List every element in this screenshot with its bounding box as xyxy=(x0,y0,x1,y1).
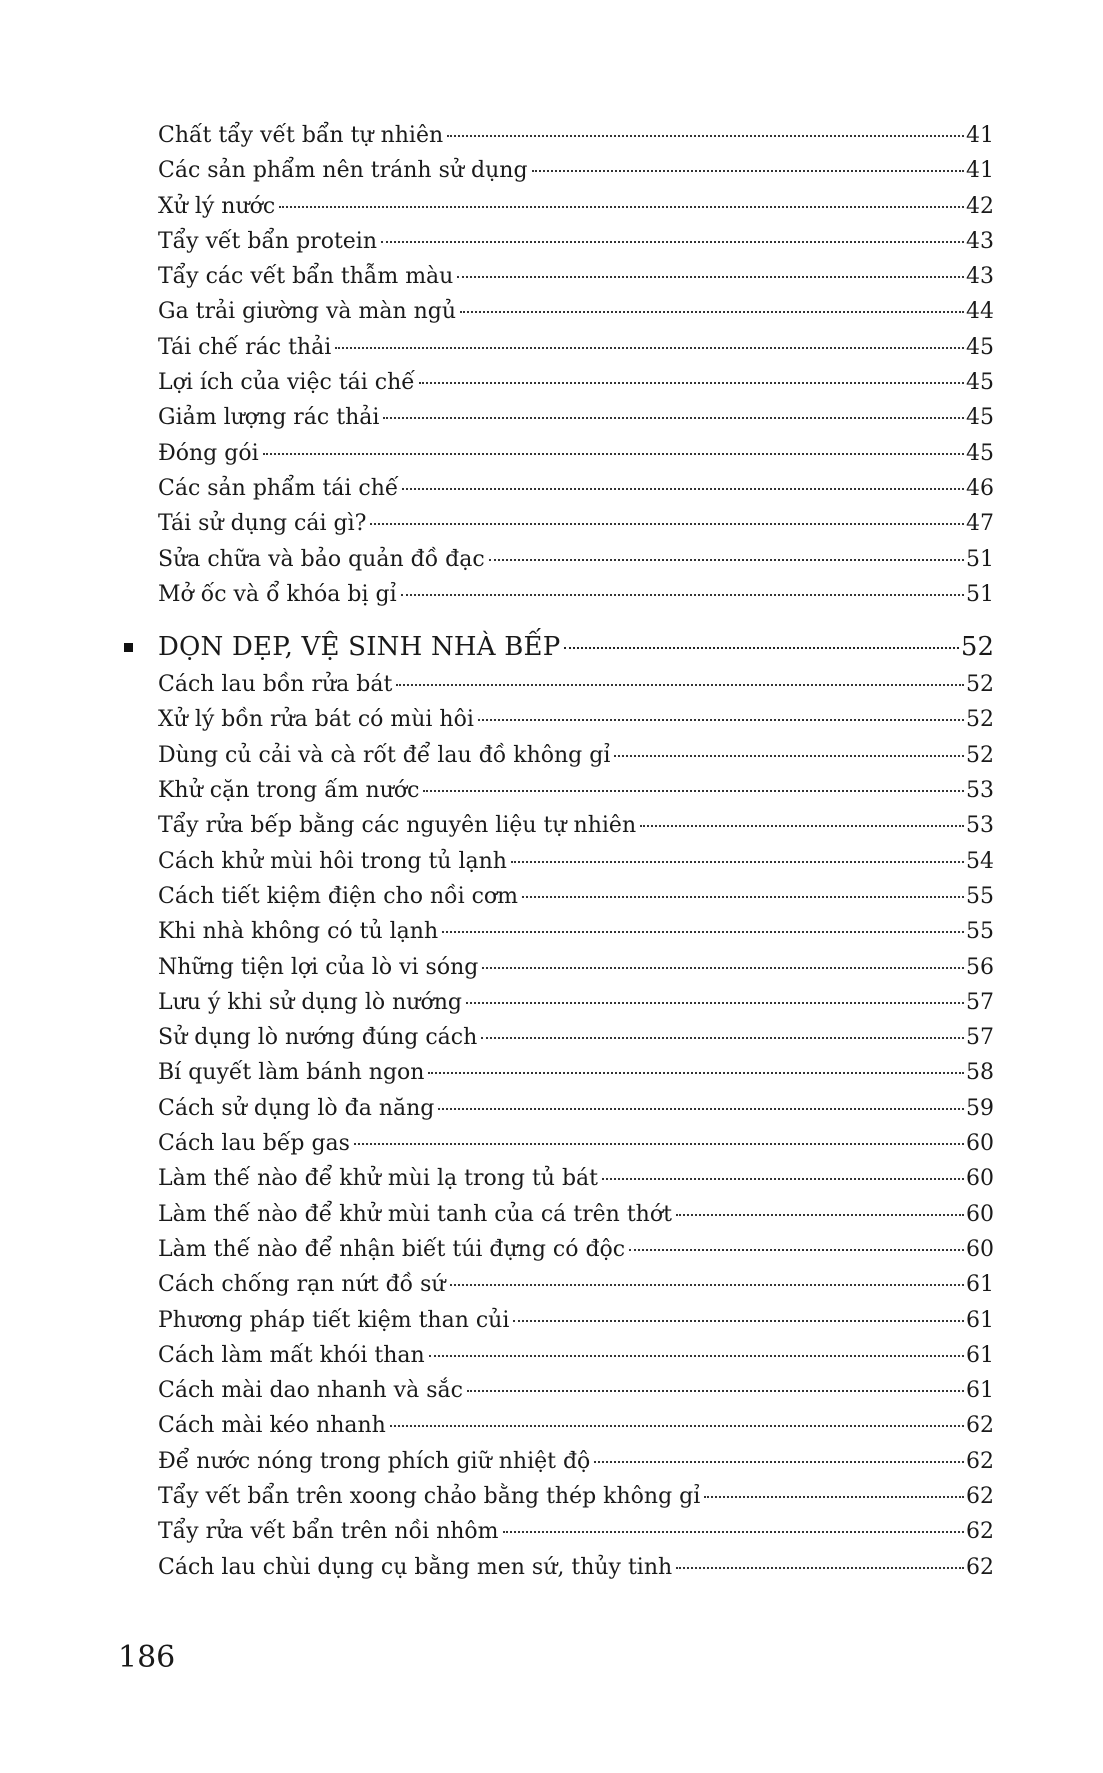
toc-entry xyxy=(158,914,994,949)
toc-entry xyxy=(158,436,994,471)
dot-leader xyxy=(482,967,964,969)
toc-entry xyxy=(158,153,994,188)
toc-entry-page: 45 xyxy=(966,440,994,466)
toc-entry xyxy=(158,365,994,400)
toc-entry xyxy=(158,1408,994,1443)
toc-entry-page: 53 xyxy=(966,778,994,804)
toc-entry-page: 41 xyxy=(966,158,994,184)
toc-entry xyxy=(158,1550,994,1585)
toc-entry-title: Tái sử dụng cái gì? xyxy=(158,511,367,537)
dot-leader xyxy=(676,1567,964,1569)
toc-entry-page: 42 xyxy=(966,193,994,219)
toc-entry-page: 51 xyxy=(966,581,994,607)
dot-leader xyxy=(402,488,964,490)
toc-entry-title: Cách lau bồn rửa bát xyxy=(158,672,393,698)
toc-entry xyxy=(158,1091,994,1126)
dot-leader xyxy=(438,1108,964,1110)
toc-entry xyxy=(158,1161,994,1196)
toc-entry-title: Cách tiết kiệm điện cho nồi cơm xyxy=(158,883,519,909)
dot-leader xyxy=(442,931,964,933)
dot-leader xyxy=(279,206,964,208)
toc-entry xyxy=(158,738,994,773)
toc-entry-page: 45 xyxy=(966,334,994,360)
toc-entry xyxy=(158,702,994,737)
toc-entry xyxy=(158,1444,994,1479)
dot-leader xyxy=(335,347,964,349)
toc-entry-title: Ga trải giường và màn ngủ xyxy=(158,299,457,325)
toc-entry-page: 54 xyxy=(966,848,994,874)
toc-entries-after xyxy=(158,667,994,1585)
toc-entry-page: 61 xyxy=(966,1272,994,1298)
toc-entry xyxy=(158,667,994,702)
toc-entry xyxy=(158,950,994,985)
toc-entry-title: Cách sử dụng lò đa năng xyxy=(158,1095,435,1121)
toc-entry-title: Những tiện lợi của lò vi sóng xyxy=(158,954,479,980)
toc-entry xyxy=(158,330,994,365)
toc-entry-title: Làm thế nào để nhận biết túi đựng có độc xyxy=(158,1236,626,1262)
toc-entry-title: Cách lau chùi dụng cụ bằng men sứ, thủy tinh xyxy=(158,1554,673,1580)
toc-entry xyxy=(158,1020,994,1055)
dot-leader xyxy=(704,1496,964,1498)
toc-entry-page: 53 xyxy=(966,813,994,839)
toc-entry xyxy=(158,773,994,808)
dot-leader xyxy=(450,1284,964,1286)
toc-entry-page: 60 xyxy=(966,1236,994,1262)
dot-leader xyxy=(594,1461,964,1463)
toc-entry xyxy=(158,542,994,577)
dot-leader xyxy=(263,453,964,455)
toc-entry xyxy=(158,808,994,843)
dot-leader xyxy=(466,1002,964,1004)
toc-entry-title: Khử cặn trong ấm nước xyxy=(158,778,420,804)
toc-entry xyxy=(158,294,994,329)
dot-leader xyxy=(381,241,964,243)
toc-entry xyxy=(158,879,994,914)
dot-leader xyxy=(478,719,964,721)
dot-leader xyxy=(419,382,964,384)
toc-entry xyxy=(158,1514,994,1549)
dot-leader xyxy=(396,684,964,686)
dot-leader xyxy=(457,276,964,278)
toc-entry-page: 60 xyxy=(966,1166,994,1192)
toc-entry-page: 62 xyxy=(966,1554,994,1580)
toc-entry-page: 61 xyxy=(966,1307,994,1333)
dot-leader xyxy=(423,790,964,792)
toc-entry-title: Cách lau bếp gas xyxy=(158,1131,350,1157)
toc-entry-page: 60 xyxy=(966,1131,994,1157)
toc-entry-title: Làm thế nào để khử mùi lạ trong tủ bát xyxy=(158,1166,599,1192)
toc-entry-page: 61 xyxy=(966,1378,994,1404)
dot-leader xyxy=(513,1320,964,1322)
toc-entry-title: Cách mài kéo nhanh xyxy=(158,1413,386,1439)
toc-entry-title: Tái chế rác thải xyxy=(158,334,332,360)
toc-entry-title: Xử lý nước xyxy=(158,193,276,219)
toc-entry xyxy=(158,224,994,259)
toc-entry-title: Khi nhà không có tủ lạnh xyxy=(158,919,439,945)
dot-leader xyxy=(390,1425,964,1427)
toc-entry-page: 46 xyxy=(966,475,994,501)
dot-leader xyxy=(629,1249,964,1251)
toc-entry-page: 43 xyxy=(966,264,994,290)
toc-entry-page: 44 xyxy=(966,299,994,325)
dot-leader xyxy=(676,1214,964,1216)
dot-leader xyxy=(481,1037,964,1039)
dot-leader xyxy=(614,755,964,757)
dot-leader xyxy=(522,896,964,898)
page-number: 186 xyxy=(118,1640,176,1675)
toc-entry-page: 52 xyxy=(966,742,994,768)
toc-entry xyxy=(158,1338,994,1373)
toc-entry-title: Tẩy rửa vết bẩn trên nồi nhôm xyxy=(158,1519,499,1545)
section-page: 52 xyxy=(960,632,994,663)
toc-entry-title: Xử lý bồn rửa bát có mùi hôi xyxy=(158,707,474,733)
toc-entry-title: Giảm lượng rác thải xyxy=(158,405,380,431)
toc-entry-title: Lưu ý khi sử dụng lò nướng xyxy=(158,989,462,1015)
toc-entry xyxy=(158,506,994,541)
toc-entry-page: 60 xyxy=(966,1201,994,1227)
dot-leader xyxy=(447,135,964,137)
dot-leader xyxy=(503,1531,964,1533)
dot-leader xyxy=(383,417,964,419)
toc-entry-title: Dùng củ cải và cà rốt để lau đồ không gỉ xyxy=(158,742,611,768)
toc-entry xyxy=(158,1197,994,1232)
toc-entry-title: Sửa chữa và bảo quản đồ đạc xyxy=(158,546,485,572)
toc-entry-title: Cách chống rạn nứt đồ sứ xyxy=(158,1272,446,1298)
toc-entry-page: 43 xyxy=(966,228,994,254)
dot-leader xyxy=(429,1355,964,1357)
toc-entry xyxy=(158,1479,994,1514)
toc-section-heading xyxy=(158,627,994,667)
toc-entry-page: 52 xyxy=(966,672,994,698)
toc-entry-title: Tẩy rửa bếp bằng các nguyên liệu tự nhiên xyxy=(158,813,637,839)
dot-leader xyxy=(467,1390,964,1392)
toc-entry xyxy=(158,1267,994,1302)
toc-entry-page: 47 xyxy=(966,511,994,537)
toc-entry xyxy=(158,259,994,294)
toc-entry-page: 62 xyxy=(966,1519,994,1545)
toc-entry-page: 58 xyxy=(966,1060,994,1086)
toc-entry-title: Để nước nóng trong phích giữ nhiệt độ xyxy=(158,1448,591,1474)
toc-entry-page: 62 xyxy=(966,1448,994,1474)
dot-leader xyxy=(564,647,959,649)
toc-entry-page: 45 xyxy=(966,370,994,396)
toc-entry xyxy=(158,471,994,506)
toc-entry-title: Cách mài dao nhanh và sắc xyxy=(158,1378,463,1404)
toc-entry-page: 45 xyxy=(966,405,994,431)
toc-entry-page: 62 xyxy=(966,1413,994,1439)
toc-entry xyxy=(158,400,994,435)
toc-entry-title: Cách làm mất khói than xyxy=(158,1342,425,1368)
table-of-contents xyxy=(158,118,994,1585)
toc-entry-title: Tẩy vết bẩn protein xyxy=(158,228,378,254)
section-title: DỌN DẸP, VỆ SINH NHÀ BẾP xyxy=(158,632,561,663)
toc-entry-page: 59 xyxy=(966,1095,994,1121)
toc-entry xyxy=(158,1303,994,1338)
dot-leader xyxy=(532,170,964,172)
toc-entry xyxy=(158,577,994,612)
dot-leader xyxy=(602,1178,964,1180)
toc-entry-page: 62 xyxy=(966,1483,994,1509)
toc-entry-title: Tẩy các vết bẩn thẫm màu xyxy=(158,264,454,290)
toc-entry-page: 41 xyxy=(966,123,994,148)
toc-entry xyxy=(158,1126,994,1161)
toc-entry-page: 57 xyxy=(966,989,994,1015)
toc-entry-title: Đóng gói xyxy=(158,440,259,466)
toc-entry-page: 56 xyxy=(966,954,994,980)
toc-entry-title: Các sản phẩm tái chế xyxy=(158,475,399,501)
toc-entry xyxy=(158,118,994,153)
toc-entry-page: 55 xyxy=(966,919,994,945)
toc-entry-page: 51 xyxy=(966,546,994,572)
dot-leader xyxy=(354,1143,964,1145)
dot-leader xyxy=(640,825,964,827)
toc-entry-title: Các sản phẩm nên tránh sử dụng xyxy=(158,158,528,184)
toc-entry-title: Mở ốc và ổ khóa bị gỉ xyxy=(158,581,397,607)
dot-leader xyxy=(428,1072,964,1074)
toc-entry-page: 57 xyxy=(966,1025,994,1051)
toc-entry xyxy=(158,985,994,1020)
toc-entry-page: 55 xyxy=(966,883,994,909)
toc-entry-title: Phương pháp tiết kiệm than củi xyxy=(158,1307,510,1333)
toc-entry-title: Cách khử mùi hôi trong tủ lạnh xyxy=(158,848,507,874)
toc-entry xyxy=(158,1232,994,1267)
toc-entry-page: 61 xyxy=(966,1342,994,1368)
toc-entries-before xyxy=(158,118,994,612)
dot-leader xyxy=(489,559,964,561)
square-bullet-icon xyxy=(124,643,133,652)
dot-leader xyxy=(401,594,964,596)
toc-entry-title: Lợi ích của việc tái chế xyxy=(158,370,415,396)
toc-entry-title: Bí quyết làm bánh ngon xyxy=(158,1060,425,1086)
toc-entry xyxy=(158,1373,994,1408)
toc-entry-title: Sử dụng lò nướng đúng cách xyxy=(158,1025,478,1051)
dot-leader xyxy=(460,311,964,313)
toc-entry-title: Làm thế nào để khử mùi tanh của cá trên thớt xyxy=(158,1201,672,1227)
toc-entry xyxy=(158,189,994,224)
toc-entry xyxy=(158,844,994,879)
toc-entry xyxy=(158,1055,994,1090)
dot-leader xyxy=(370,523,964,525)
toc-entry-title: Tẩy vết bẩn trên xoong chảo bằng thép không gỉ xyxy=(158,1483,701,1509)
dot-leader xyxy=(511,861,964,863)
toc-entry-title: Chất tẩy vết bẩn tự nhiên xyxy=(158,123,444,148)
toc-entry-page: 52 xyxy=(966,707,994,733)
